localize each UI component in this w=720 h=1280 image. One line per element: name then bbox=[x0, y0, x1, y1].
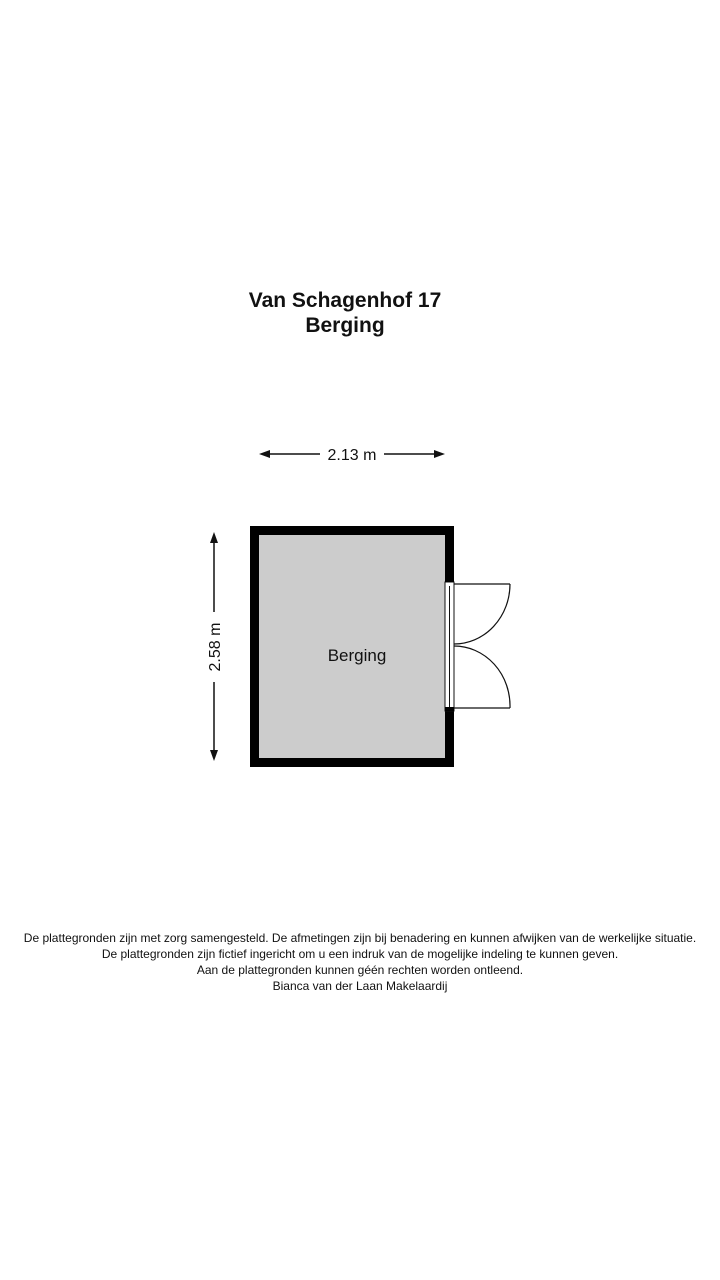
width-label: 2.13 m bbox=[327, 447, 377, 464]
disclaimer-line: De plattegronden zijn met zorg samengesteld. De afmetingen zijn bij benadering en kunnen afwijken van de werkelijke situatie. bbox=[23, 931, 697, 945]
address-title: Van Schagenhof 17 bbox=[248, 289, 442, 312]
wall-top bbox=[250, 526, 454, 535]
height-label: 2.58 m bbox=[207, 622, 224, 672]
disclaimer-line: De plattegronden zijn fictief ingericht om u een indruk van de mogelijke indeling te kunnen geven. bbox=[101, 947, 619, 961]
floor-title: Berging bbox=[305, 314, 385, 337]
room-berging bbox=[250, 526, 510, 767]
wall-right-lower bbox=[445, 711, 454, 767]
wall-bottom bbox=[250, 758, 454, 767]
arrow-left-icon bbox=[259, 450, 270, 458]
disclaimer-line: Aan de plattegronden kunnen géén rechten worden ontleend. bbox=[196, 963, 524, 977]
arrow-right-icon bbox=[434, 450, 445, 458]
wall-left bbox=[250, 526, 259, 767]
double-door bbox=[454, 584, 510, 708]
room-label: Berging bbox=[327, 646, 387, 665]
arrow-down-icon bbox=[210, 750, 218, 761]
disclaimer bbox=[0, 930, 720, 994]
height-dimension bbox=[207, 532, 224, 761]
disclaimer-agency: Bianca van der Laan Makelaardij bbox=[272, 979, 448, 993]
arrow-up-icon bbox=[210, 532, 218, 543]
width-dimension bbox=[259, 447, 445, 464]
wall-right-upper bbox=[445, 526, 454, 582]
